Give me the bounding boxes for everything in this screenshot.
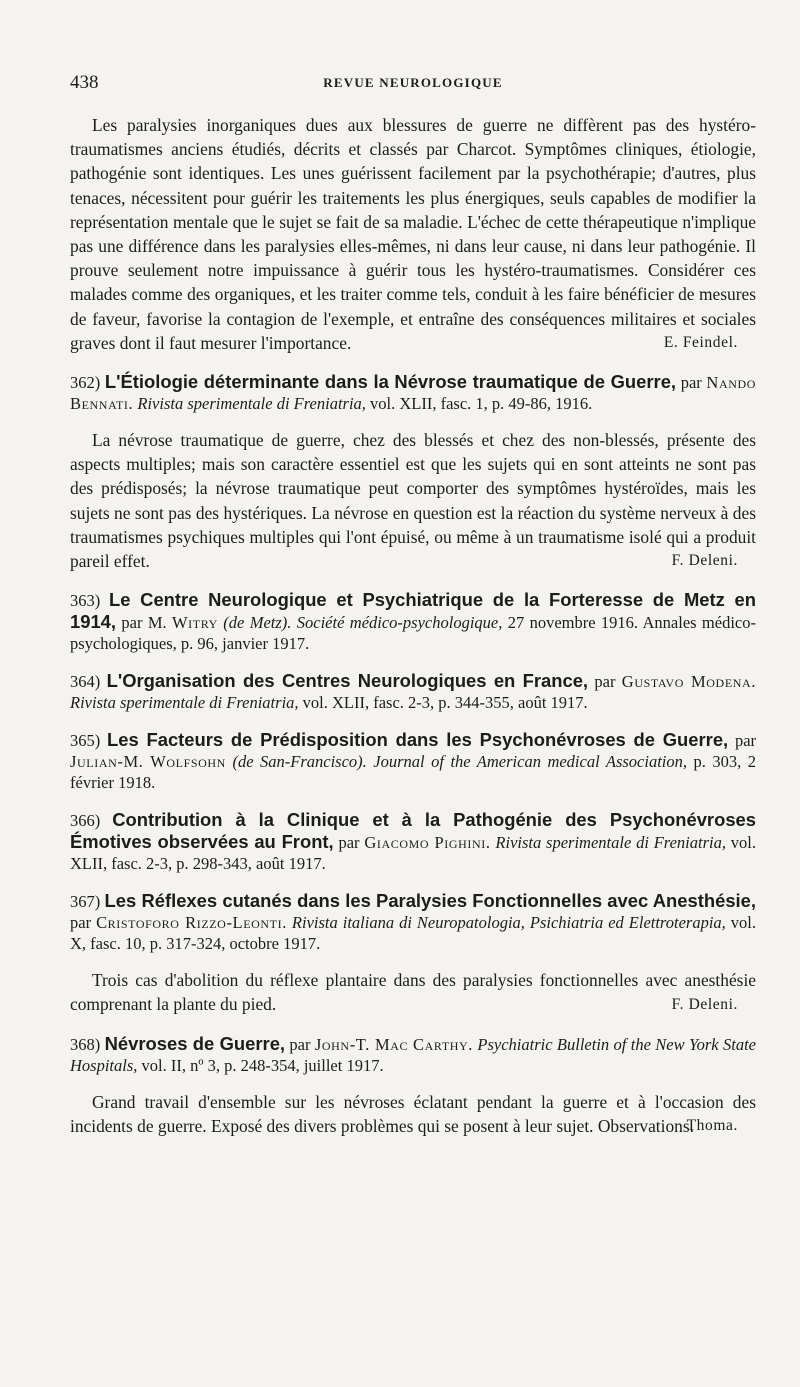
abstract-signature: Thoma. — [686, 1116, 738, 1134]
entry-368 — [70, 1033, 756, 1076]
entry-title: Les Facteurs de Prédisposition dans les Psychonévroses de Guerre, — [107, 729, 729, 751]
entry-author: Giacomo Pighini. — [364, 833, 491, 853]
entry-author: Witry — [172, 613, 218, 633]
entry-journal: Rivista sperimentale di Freniatria, — [133, 394, 366, 414]
page-number: 438 — [70, 72, 99, 93]
entry-by: par — [588, 672, 622, 692]
entry-author: Gustavo Modena. — [621, 672, 757, 692]
entry-reference: vol. II, nº 3, p. 248-354, juillet 1917. — [137, 1055, 384, 1075]
abstract-signature: F. Deleni. — [671, 552, 738, 570]
entry-author: Julian-M. Wolfsohn — [70, 752, 226, 772]
entry-journal: (de Metz). Société médico-psychologique, — [217, 613, 503, 633]
entry-title: Névroses de Guerre, — [104, 1032, 286, 1054]
entry-author: Nando Bennati. — [70, 373, 757, 414]
entry-364 — [70, 670, 756, 713]
entry-title: L'Étiologie déterminante dans la Névrose traumatique de Guerre, — [104, 371, 677, 393]
entry-title: Contribution à la Clinique et à la Pathogénie des Psychonévroses Émotives observées au Front, — [70, 809, 757, 853]
entry-journal: Rivista italiana di Neuropatologia, Psichiatria ed Elettroterapia, — [286, 913, 726, 933]
entry-author: John-T. Mac Carthy. — [314, 1034, 474, 1054]
entry-journal: Rivista sperimentale di Freniatria, — [70, 693, 299, 713]
entry-journal: (de San-Francisco). Journal of the American medical Association, — [225, 752, 687, 772]
entry-number: 363) — [70, 591, 101, 611]
entry-number: 362) — [70, 373, 101, 393]
entry-reference: vol. XLII, fasc. 2-3, p. 298-343, août 1917. — [70, 833, 756, 874]
entry-by: par M. — [116, 613, 172, 633]
abstract-362 — [70, 428, 756, 573]
entry-number: 366) — [70, 811, 101, 831]
entry-reference: p. 303, 2 février 1918. — [70, 752, 756, 793]
entry-author: Cristoforo Rizzo-Leonti. — [96, 913, 287, 933]
entry-reference: vol. XLII, fasc. 2-3, p. 344-355, août 1917. — [298, 693, 588, 713]
entry-by: par — [285, 1034, 315, 1054]
intro-signature: E. Feindel. — [663, 333, 738, 351]
abstract-367 — [70, 968, 756, 1016]
entry-by: par — [70, 913, 97, 933]
abstract-368 — [70, 1090, 756, 1138]
entry-362 — [70, 371, 756, 414]
entry-reference: 27 novembre 1916. Annales médico-psychologiques, p. 96, janvier 1917. — [70, 613, 756, 654]
abstract-text: La névrose traumatique de guerre, chez des blessés et chez des non-blessés, présente des aspects multiples; mais son caractère essentiel est que les sujets qui en sont atteints ne sont pas des prédisposés; la névrose traumatique peut comporter des symptômes hystéroïdes, mais les sujets ne sont pas des hystériques. La névrose en question est la réaction du système nerveux à des traumatismes psychiques multiples qui l'ont épuisé, ou même à un traumatisme isolé qui a produit pareil effet. — [70, 430, 756, 572]
entry-by: par — [728, 731, 757, 751]
page-body — [70, 113, 756, 1138]
entry-reference: vol. XLII, fasc. 1, p. 49-86, 1916. — [365, 394, 593, 414]
entry-journal: Rivista sperimentale di Freniatria, — [490, 833, 726, 853]
entry-365 — [70, 729, 756, 793]
entry-363 — [70, 589, 756, 654]
abstract-signature: F. Deleni. — [671, 995, 738, 1013]
entry-title: Les Réflexes cutanés dans les Paralysies Fonctionnelles avec Anesthésie, — [104, 890, 757, 912]
entry-number: 367) — [70, 892, 101, 912]
abstract-text: Grand travail d'ensemble sur les névroses éclatant pendant la guerre et à l'occasion des incidents de guerre. Exposé des divers problèmes qui se posent à leur sujet. Observations. — [70, 1091, 756, 1136]
entry-by: par — [333, 833, 365, 853]
entry-title: L'Organisation des Centres Neurologiques en France, — [106, 670, 589, 692]
abstract-text: Trois cas d'abolition du réflexe plantaire dans des paralysies fonctionnelles avec anesthésie comprenant la plante du pied. — [70, 970, 756, 1015]
intro-paragraph: Les paralysies inorganiques dues aux blessures de guerre ne diffèrent pas des hystéro-traumatismes anciens étudiés, décrits et classés par Charcot. Symptômes cliniques, étiologie, pathogénie sont identiques. Les unes guérissent facilement par la psychothérapie; d'autres, plus tenaces, nécessitent pour guérir les traitements les plus énergiques, seuls capables de modifier la représentation mentale que le sujet se fait de sa maladie. L'échec de cette thérapeutique n'implique pas une différence dans les paralysies elles-mêmes, ni dans leur cause, ni dans leur pathogénie. Il prouve seulement notre impuissance à guérir tous les hystéro-traumatismes. Considérer ces malades comme des organiques, et les traiter comme tels, conduit à les faire bénéficier de mesures de faveur, favorise la contagion de l'exemple, et entraîne des conséquences militaires et sociales graves dont il faut mesurer l'importance. — [70, 115, 756, 353]
entry-by: par — [676, 373, 707, 393]
entry-367 — [70, 890, 756, 954]
entry-number: 368) — [70, 1034, 101, 1054]
entry-journal: Psychiatric Bulletin of the New York State Hospitals, — [70, 1034, 756, 1075]
entry-366 — [70, 809, 756, 874]
entry-reference: vol. X, fasc. 10, p. 317-324, octobre 1917. — [70, 913, 756, 954]
page-header — [70, 72, 756, 96]
running-title: REVUE NEUROLOGIQUE — [323, 75, 503, 90]
entry-title: Le Centre Neurologique et Psychiatrique de la Forteresse de Metz en 1914, — [70, 589, 756, 633]
entry-number: 364) — [70, 672, 101, 692]
entry-number: 365) — [70, 731, 101, 751]
